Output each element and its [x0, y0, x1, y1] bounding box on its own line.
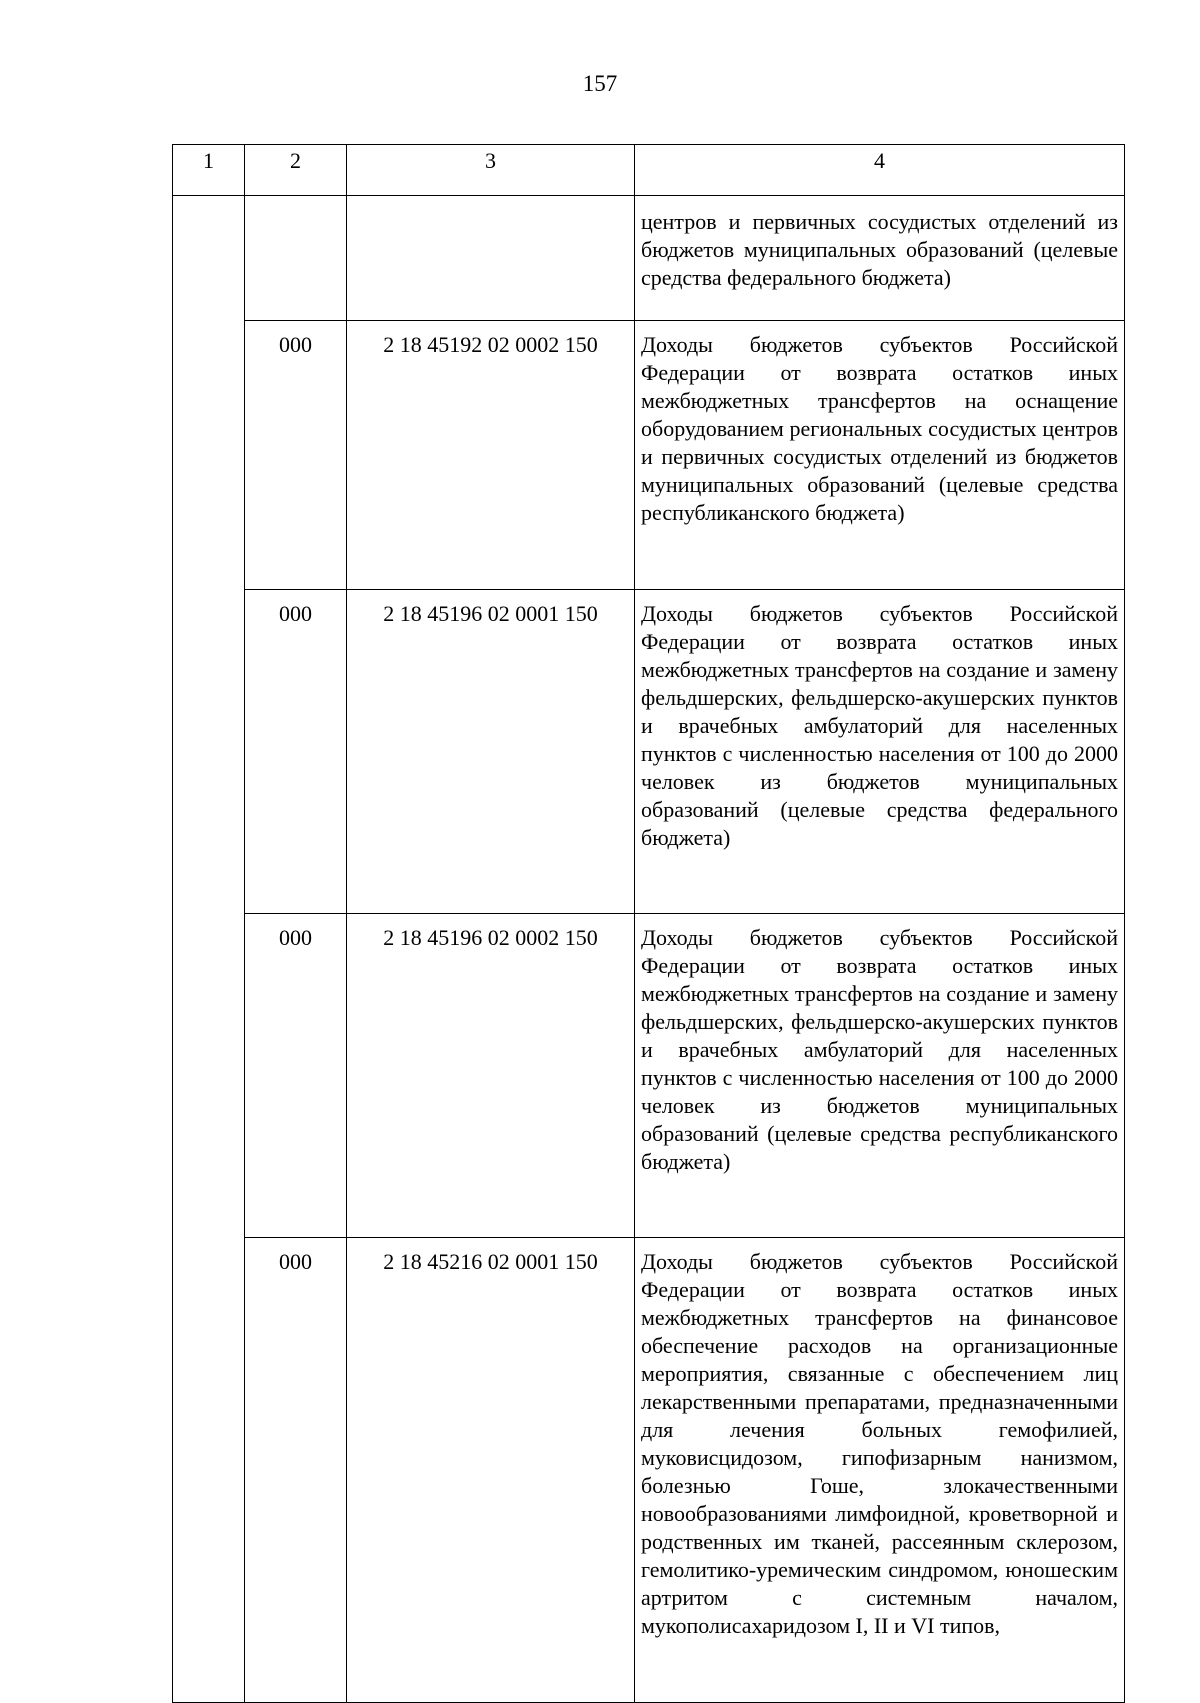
- table-row: [173, 1238, 1125, 1703]
- description-cell: Доходы бюджетов субъектов Российской Федерации от возврата остатков иных межбюджетных трансфертов на финансовое обеспечение расходов на организационные мероприятия, связанные с обеспечением лиц лекарственными препаратами, предназначенными для лечения больных гемофилией, муковисцидозом, гипофизарным нанизмом, болезнью Гоше, злокачественными новообразованиями лимфоидной, кроветворной и родственных им тканей, рассеянным склерозом, гемолитико-уремическим синдромом, юношеским артритом с системным началом, мукополисахаридозом I, II и VI типов,: [635, 1238, 1125, 1703]
- revenue-code-cell: 2 18 45216 02 0001 150: [347, 1238, 635, 1703]
- header-cell-4: 4: [635, 145, 1125, 196]
- header-cell-1: 1: [173, 145, 245, 196]
- description-cell: центров и первичных сосудистых отделений из бюджетов муниципальных образований (целевые средства федерального бюджета): [635, 196, 1125, 321]
- description-cell: Доходы бюджетов субъектов Российской Федерации от возврата остатков иных межбюджетных трансфертов на оснащение оборудованием региональных сосудистых центров и первичных сосудистых отделений из бюджетов муниципальных образований (целевые средства республиканского бюджета): [635, 321, 1125, 590]
- header-cell-2: 2: [245, 145, 347, 196]
- table-row: [173, 196, 1125, 321]
- revenue-code-cell: 2 18 45196 02 0002 150: [347, 914, 635, 1238]
- revenue-code-cell: 2 18 45196 02 0001 150: [347, 590, 635, 914]
- table-row: [173, 590, 1125, 914]
- merged-cell-col1: [173, 196, 245, 1703]
- description-cell: Доходы бюджетов субъектов Российской Федерации от возврата остатков иных межбюджетных трансфертов на создание и замену фельдшерских, фельдшерско-акушерских пунктов и врачебных амбулаторий для населенных пунктов с численностью населения от 100 до 2000 человек из бюджетов муниципальных образований (целевые средства федерального бюджета): [635, 590, 1125, 914]
- admin-code-cell: 000: [245, 590, 347, 914]
- page-number: 157: [582, 71, 618, 96]
- revenue-code-cell: [347, 196, 635, 321]
- revenue-code-cell: 2 18 45192 02 0002 150: [347, 321, 635, 590]
- admin-code-cell: 000: [245, 321, 347, 590]
- admin-code-cell: 000: [245, 914, 347, 1238]
- table-row: [173, 914, 1125, 1238]
- header-cell-3: 3: [347, 145, 635, 196]
- table-row: [173, 321, 1125, 590]
- admin-code-cell: [245, 196, 347, 321]
- table-header-row: [173, 145, 1125, 196]
- description-cell: Доходы бюджетов субъектов Российской Федерации от возврата остатков иных межбюджетных трансфертов на создание и замену фельдшерских, фельдшерско-акушерских пунктов и врачебных амбулаторий для населенных пунктов с численностью населения от 100 до 2000 человек из бюджетов муниципальных образований (целевые средства республиканского бюджета): [635, 914, 1125, 1238]
- revenue-codes-table: [172, 144, 1125, 1703]
- admin-code-cell: 000: [245, 1238, 347, 1703]
